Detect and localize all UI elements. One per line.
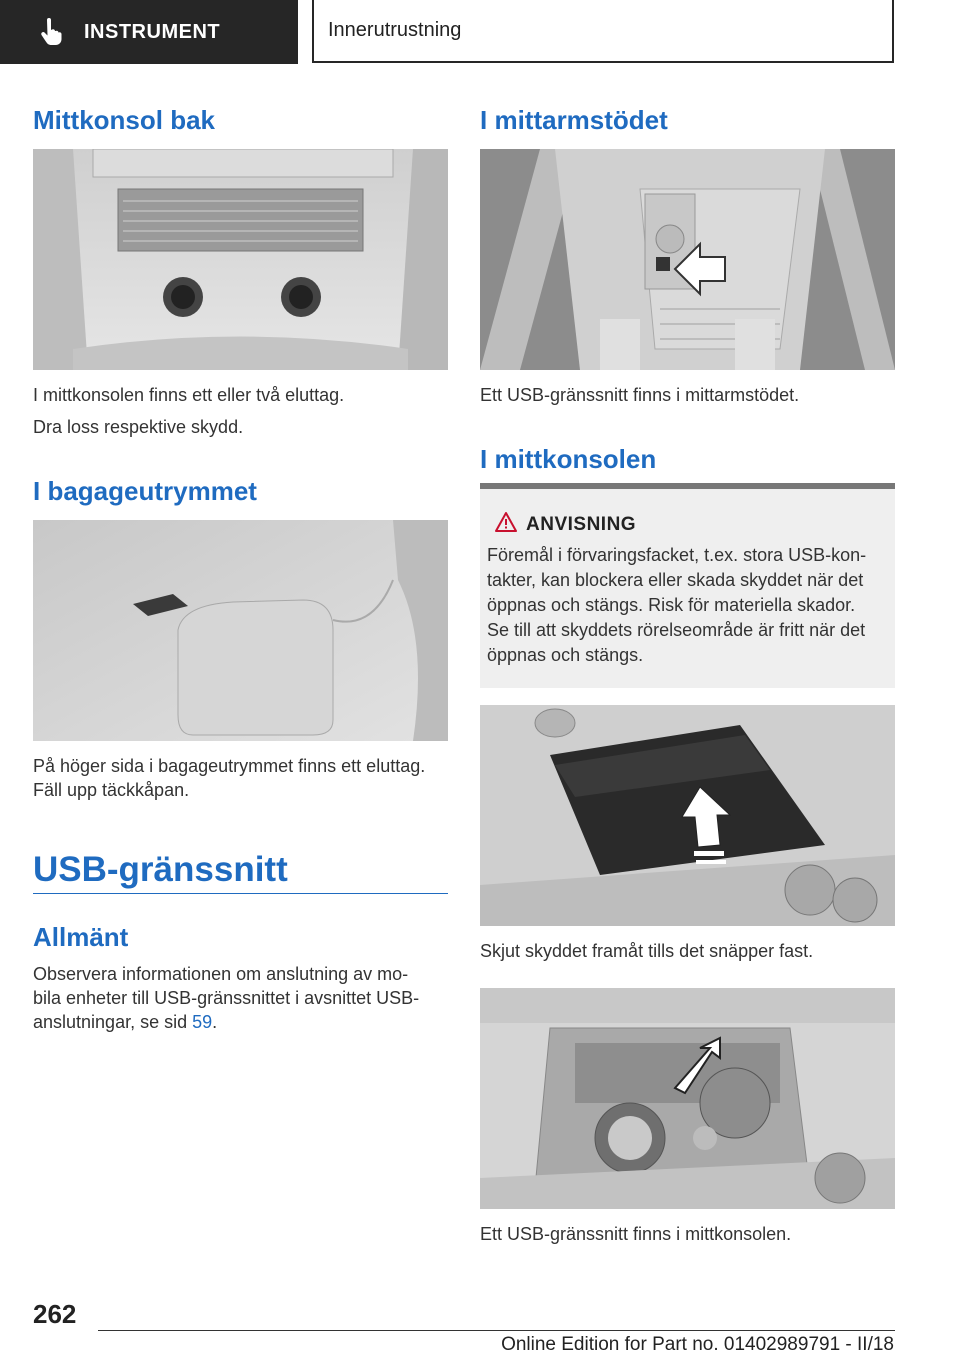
chapter-label: INSTRUMENT bbox=[84, 20, 221, 43]
heading-usb: USB-gränssnitt bbox=[33, 850, 288, 889]
text-rear-console-2: Dra loss respektive skydd. bbox=[33, 417, 244, 437]
warning-triangle-icon bbox=[494, 511, 518, 533]
chapter-tab[interactable] bbox=[0, 0, 298, 64]
page-header bbox=[0, 0, 960, 66]
heading-general: Allmänt bbox=[33, 922, 129, 952]
notice-body bbox=[487, 543, 892, 668]
text-luggage-2: Fäll upp täckkåpan. bbox=[33, 780, 190, 800]
notice-line: takter, kan blockera eller skada skyddet när det bbox=[487, 570, 864, 590]
section-label: Innerutrustning bbox=[328, 19, 462, 41]
notice-line: öppnas och stängs. Risk för materiella skador. bbox=[487, 595, 856, 615]
notice-top-bar bbox=[480, 483, 895, 489]
text-console-usb: Ett USB-gränssnitt finns i mittkonsolen. bbox=[480, 1224, 792, 1244]
heading-armrest: I mittarmstödet bbox=[480, 105, 668, 135]
figure-rear-console bbox=[33, 149, 448, 370]
figure-console-usb bbox=[480, 988, 895, 1209]
heading-center-console: I mittkonsolen bbox=[480, 444, 657, 474]
figure-slide-cover bbox=[480, 705, 895, 926]
text-luggage-1: På höger sida i bagageutrymmet finns ett eluttag. bbox=[33, 756, 426, 776]
section-tab[interactable] bbox=[312, 0, 894, 63]
notice-line: Föremål i förvaringsfacket, t.ex. stora USB-kon- bbox=[487, 545, 867, 565]
general-line-3: anslutningar, se sid bbox=[33, 1012, 188, 1032]
text-rear-console-1: I mittkonsolen finns ett eller två eluttag. bbox=[33, 385, 345, 405]
heading-rear-console: Mittkonsol bak bbox=[33, 105, 216, 135]
notice-line: öppnas och stängs. bbox=[487, 645, 644, 665]
general-end: . bbox=[212, 1012, 218, 1032]
text-armrest: Ett USB-gränssnitt finns i mittarmstödet. bbox=[480, 385, 800, 405]
text-slide-cover: Skjut skyddet framåt tills det snäpper fast. bbox=[480, 941, 814, 961]
text-general bbox=[33, 962, 453, 1034]
footer-rule bbox=[98, 1330, 895, 1331]
notice-box bbox=[480, 483, 895, 688]
notice-title: ANVISNING bbox=[526, 514, 637, 535]
hand-pointer-icon bbox=[38, 18, 64, 46]
heading-luggage: I bagageutrymmet bbox=[33, 476, 257, 506]
figure-armrest bbox=[480, 149, 895, 370]
edition-text: Online Edition for Part no. 01402989791 - II/18 bbox=[501, 1334, 894, 1355]
general-line-2: bila enheter till USB-gränssnittet i avsnittet USB- bbox=[33, 988, 420, 1008]
notice-line: Se till att skyddets rörelseområde är fritt när det bbox=[487, 620, 866, 640]
page-link-59[interactable]: 59 bbox=[192, 1012, 213, 1032]
general-line-1: Observera informationen om anslutning av mo- bbox=[33, 964, 409, 984]
page-number: 262 bbox=[33, 1299, 77, 1329]
usb-heading-rule bbox=[33, 893, 448, 894]
figure-luggage bbox=[33, 520, 448, 741]
